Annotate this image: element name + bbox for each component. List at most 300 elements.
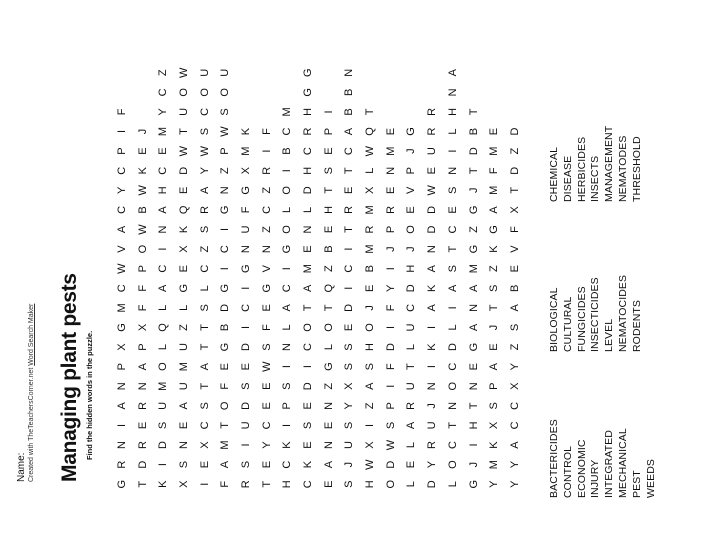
grid-letter: E [198,460,211,469]
grid-letter: Z [322,265,335,273]
grid-letter: Y [488,480,501,488]
grid-letter: E [302,402,315,410]
grid-letter: S [446,186,459,194]
grid-letter: J [405,246,418,252]
grid-letter: O [322,323,335,332]
grid-letter: E [260,382,273,390]
grid-letter: N [446,166,459,175]
grid-letter: A [467,284,480,292]
word-list-item: ECONOMIC [575,439,588,498]
grid-letter: E [467,362,480,371]
grid-letter: W [177,145,190,157]
grid-letter: M [302,264,315,274]
grid-letter: L [364,167,377,174]
grid-letter: A [343,127,356,136]
word-list-item: THRESHOLD [630,136,643,202]
grid-letter: A [302,284,315,292]
grid-letter: I [384,325,397,329]
grid-letter: U [239,225,252,234]
grid-letter: E [302,441,315,449]
grid-row [402,63,423,494]
grid-letter: K [157,480,170,488]
grid-letter: I [446,149,459,153]
grid-letter: N [136,382,149,391]
grid-letter: S [322,167,335,175]
grid-letter: G [115,479,128,489]
grid-letter: H [364,480,377,489]
grid-letter: E [157,147,170,155]
grid-letter: E [343,323,356,332]
grid-letter: I [426,365,439,369]
grid-letter: Q [157,323,170,332]
grid-letter: G [488,225,501,234]
grid-letter: O [219,88,232,97]
grid-letter: E [322,147,335,155]
grid-letter: X [198,441,211,449]
grid-letter: C [343,264,356,273]
grid-letter: B [343,108,356,116]
grid-letter: S [488,402,501,410]
grid-letter: G [302,88,315,97]
grid-letter: G [115,323,128,332]
grid-letter: G [467,244,480,254]
grid-letter: N [467,382,480,391]
word-list-item: INJURY [589,459,602,498]
grid-letter: S [177,460,190,469]
grid-letter: F [219,382,232,390]
grid-letter: Z [364,402,377,410]
grid-letter: Z [219,167,232,175]
grid-letter: R [136,401,149,410]
grid-letter: W [198,145,211,157]
grid-letter: V [260,265,273,273]
grid-letter: C [302,343,315,352]
grid-letter: K [136,167,149,175]
grid-letter: V [508,245,521,253]
grid-letter: Y [157,108,170,116]
grid-letter: D [446,343,459,352]
grid-letter: S [343,480,356,488]
grid-letter: L [446,481,459,488]
grid-letter: Y [508,460,521,469]
grid-letter: X [177,480,190,488]
grid-letter: A [198,186,211,194]
grid-letter: L [157,343,170,351]
grid-letter: C [302,147,315,156]
grid-letter: N [322,441,335,449]
grid-letter: E [364,284,377,292]
word-list-item: INSECTS [589,155,602,202]
grid-letter: B [467,127,480,136]
grid-letter: J [343,461,356,468]
grid-letter: R [384,205,397,214]
grid-letter: E [446,206,459,214]
grid-letter: E [260,402,273,410]
grid-letter: I [426,325,439,329]
grid-letter: I [281,267,294,271]
grid-letter: P [405,167,418,175]
grid-letter: A [281,304,294,312]
grid-letter: S [239,460,252,469]
grid-letter: Z [177,324,190,331]
grid-letter: N [426,382,439,391]
grid-letter: F [136,304,149,312]
word-list-item: BACTERICIDES [548,419,560,498]
grid-letter: A [446,69,459,77]
grid-letter: N [446,88,459,97]
grid-letter: E [219,362,232,371]
grid-letter: S [302,421,315,430]
grid-letter: K [488,245,501,253]
grid-letter: U [405,323,418,332]
grid-letter: I [343,247,356,251]
grid-letter: O [281,186,294,195]
grid-letter: N [115,441,128,449]
grid-letter: N [115,382,128,391]
grid-letter: I [239,325,252,329]
grid-letter: Y [508,480,521,488]
grid-letter: X [508,382,521,390]
grid-letter: G [302,68,315,78]
grid-letter: H [446,107,459,116]
grid-letter: N [384,166,397,175]
grid-letter: I [281,169,294,173]
grid-letter: E [405,206,418,214]
grid-letter: E [136,147,149,155]
grid-letter: P [115,362,128,371]
name-label: Name: [16,452,27,482]
grid-letter: E [260,304,273,312]
grid-letter: U [426,147,439,156]
word-list-item: MANAGEMENT [603,125,616,202]
grid-letter: N [260,245,273,254]
grid-letter: X [136,323,149,332]
grid-letter: G [239,186,252,195]
grid-letter: P [136,265,149,273]
grid-letter: S [198,402,211,410]
grid-letter: I [322,110,335,114]
grid-letter: T [467,167,480,175]
grid-letter: O [177,88,190,97]
grid-letter: J [384,246,397,252]
grid-letter: E [508,265,521,273]
grid-letter: U [343,441,356,449]
grid-letter: S [198,304,211,312]
grid-letter: Z [260,186,273,194]
grid-row [278,63,299,494]
grid-letter: J [426,403,439,409]
grid-letter: L [157,304,170,311]
grid-letter: O [157,362,170,371]
grid-letter: G [260,283,273,293]
grid-letter: T [219,422,232,429]
grid-letter: Y [508,362,521,371]
word-list-item: INTEGRATED [603,430,616,498]
grid-letter: Y [384,284,397,292]
grid-letter: P [488,382,501,390]
grid-letter: A [115,402,128,410]
grid-letter: T [467,108,480,116]
grid-letter: D [384,343,397,352]
grid-letter: P [322,127,335,136]
grid-letter: S [384,421,397,430]
grid-letter: C [157,166,170,175]
grid-letter: K [426,284,439,292]
grid-letter: L [281,206,294,213]
grid-letter: N [281,343,294,352]
grid-letter: N [302,225,315,234]
grid-letter: F [115,108,128,116]
grid-letter: F [239,206,252,214]
instructions: Find the hidden words in the puzzle. [85,330,94,460]
grid-letter: C [281,127,294,136]
word-list-item: CONTROL [561,445,574,498]
grid-letter: N [467,303,480,312]
word-list-item: DISEASE [561,155,574,202]
grid-letter: E [177,421,190,430]
grid-letter: X [364,441,377,449]
grid-letter: I [302,365,315,369]
grid-letter: A [157,206,170,214]
word-list-item: INSECTICIDES [589,277,602,352]
grid-letter: I [343,286,356,290]
grid-letter: E [177,265,190,273]
grid-letter: X [239,167,252,175]
grid-letter: M [177,362,190,372]
grid-letter: U [177,382,190,391]
grid-letter: E [488,127,501,136]
grid-row [257,63,278,494]
grid-letter: T [364,108,377,116]
grid-letter: V [115,245,128,253]
grid-letter: E [322,480,335,488]
grid-letter: W [384,439,397,451]
grid-letter: E [322,225,335,234]
grid-letter: O [198,88,211,97]
grid-letter: F [508,226,521,233]
grid-letter: D [343,303,356,312]
grid-letter: M [467,264,480,274]
grid-letter: I [239,286,252,290]
grid-letter: N [177,441,190,449]
grid-letter: I [384,267,397,271]
grid-letter: W [364,145,377,157]
grid-letter: T [343,226,356,233]
grid-letter: C [281,460,294,469]
grid-letter: D [426,205,439,214]
grid-letter: U [426,421,439,430]
grid-letter: D [302,382,315,391]
grid-letter: D [508,166,521,175]
grid-letter: L [177,304,190,311]
grid-letter: I [281,365,294,369]
grid-letter: H [405,264,418,273]
word-list-item: FUNGICIDES [575,286,588,352]
grid-letter: A [508,304,521,312]
grid-letter: K [177,225,190,234]
grid-letter: T [198,324,211,331]
grid-row [174,63,195,494]
grid-letter: P [281,402,294,410]
grid-letter: Q [322,283,335,293]
grid-letter: O [405,225,418,234]
grid-letter: T [322,304,335,312]
grid-letter: C [115,205,128,214]
grid-letter: O [384,479,397,489]
grid-letter: G [219,205,232,215]
grid-letter: R [364,225,377,234]
grid-letter: G [219,283,232,293]
grid-letter: W [136,224,149,235]
grid-letter: P [384,402,397,410]
word-list-item: WEEDS [644,458,657,498]
grid-letter: S [488,284,501,292]
grid-letter: T [136,480,149,488]
grid-row [195,63,216,494]
grid-row [215,63,236,494]
grid-letter: W [219,126,232,137]
grid-letter: K [302,460,315,469]
grid-letter: S [364,362,377,371]
grid-letter: W [426,185,439,196]
grid-letter: I [446,306,459,310]
grid-letter: D [467,147,480,156]
grid-letter: L [405,481,418,488]
grid-letter: L [405,343,418,351]
grid-letter: T [343,167,356,175]
grid-letter: R [426,441,439,449]
grid-letter: E [384,127,397,136]
grid-letter: J [467,187,480,194]
grid-letter: X [364,186,377,194]
word-list-item: BIOLOGICAL [548,287,560,352]
grid-letter: Y [260,441,273,449]
grid-letter: I [219,227,232,232]
credit-link[interactable]: Word Search Maker [28,303,35,366]
grid-letter: D [239,343,252,352]
grid-letter: D [384,460,397,469]
word-list-item: RODENTS [630,299,643,352]
grid-letter: C [508,401,521,410]
grid-letter: A [198,362,211,371]
grid-letter: A [405,421,418,430]
grid-letter: S [446,265,459,273]
grid-letter: T [302,304,315,312]
grid-letter: C [446,441,459,449]
grid-letter: L [405,441,418,449]
grid-letter: S [219,108,232,116]
grid-letter: M [488,460,501,470]
grid-letter: I [115,129,128,134]
grid-letter: K [426,343,439,351]
grid-letter: D [508,127,521,136]
grid-letter: H [302,107,315,116]
grid-letter: N [426,245,439,254]
grid-row [381,63,402,494]
grid-letter: L [446,128,459,135]
grid-letter: N [157,225,170,234]
word-search-grid [112,63,526,494]
word-column [548,32,658,202]
grid-letter: R [405,401,418,410]
grid-letter: R [426,107,439,116]
grid-letter: B [281,147,294,155]
grid-letter: E [343,186,356,194]
grid-letter: A [115,225,128,234]
grid-letter: I [239,443,252,447]
grid-letter: K [239,127,252,136]
grid-letter: C [115,166,128,175]
grid-letter: G [405,127,418,136]
grid-letter: S [239,382,252,390]
grid-letter: S [343,343,356,351]
grid-letter: A [488,362,501,371]
grid-letter: M [157,381,170,391]
grid-letter: I [198,482,211,486]
grid-letter: F [260,324,273,331]
word-column [548,352,658,498]
grid-letter: I [115,423,128,427]
grid-letter: C [219,245,232,254]
grid-letter: C [198,264,211,273]
grid-letter: J [364,305,377,311]
grid-letter: I [467,443,480,447]
grid-letter: R [198,205,211,214]
grid-letter: J [405,148,418,154]
grid-letter: M [364,244,377,254]
grid-letter: L [302,206,315,213]
grid-letter: R [426,127,439,136]
grid-letter: D [157,441,170,449]
grid-letter: R [260,166,273,175]
grid-letter: O [446,460,459,469]
word-list-item: NEMATODES [616,135,629,202]
grid-letter: E [322,421,335,430]
grid-letter: Z [198,245,211,253]
grid-letter: G [467,342,480,352]
grid-letter: C [343,147,356,156]
grid-letter: B [322,245,335,253]
grid-letter: I [260,149,273,153]
grid-letter: G [219,342,232,352]
grid-letter: F [384,363,397,371]
grid-letter: X [115,343,128,351]
grid-letter: T [177,128,190,135]
grid-letter: G [239,264,252,273]
grid-row [236,63,257,494]
grid-letter: B [219,323,232,332]
grid-row [298,63,319,494]
grid-letter: R [136,441,149,449]
grid-letter: U [405,382,418,391]
word-list [548,28,658,498]
word-list-item: CULTURAL [561,296,574,352]
grid-letter: C [508,421,521,430]
grid-letter: Y [198,167,211,175]
grid-letter: U [157,401,170,410]
grid-letter: A [488,206,501,214]
grid-letter: T [198,382,211,390]
grid-row [340,63,361,494]
grid-letter: L [446,324,459,331]
grid-letter: O [136,244,149,254]
grid-letter: U [219,68,232,77]
grid-letter: A [446,284,459,292]
grid-row [153,63,174,494]
grid-letter: A [426,265,439,273]
grid-row [422,63,443,494]
grid-letter: C [239,303,252,312]
